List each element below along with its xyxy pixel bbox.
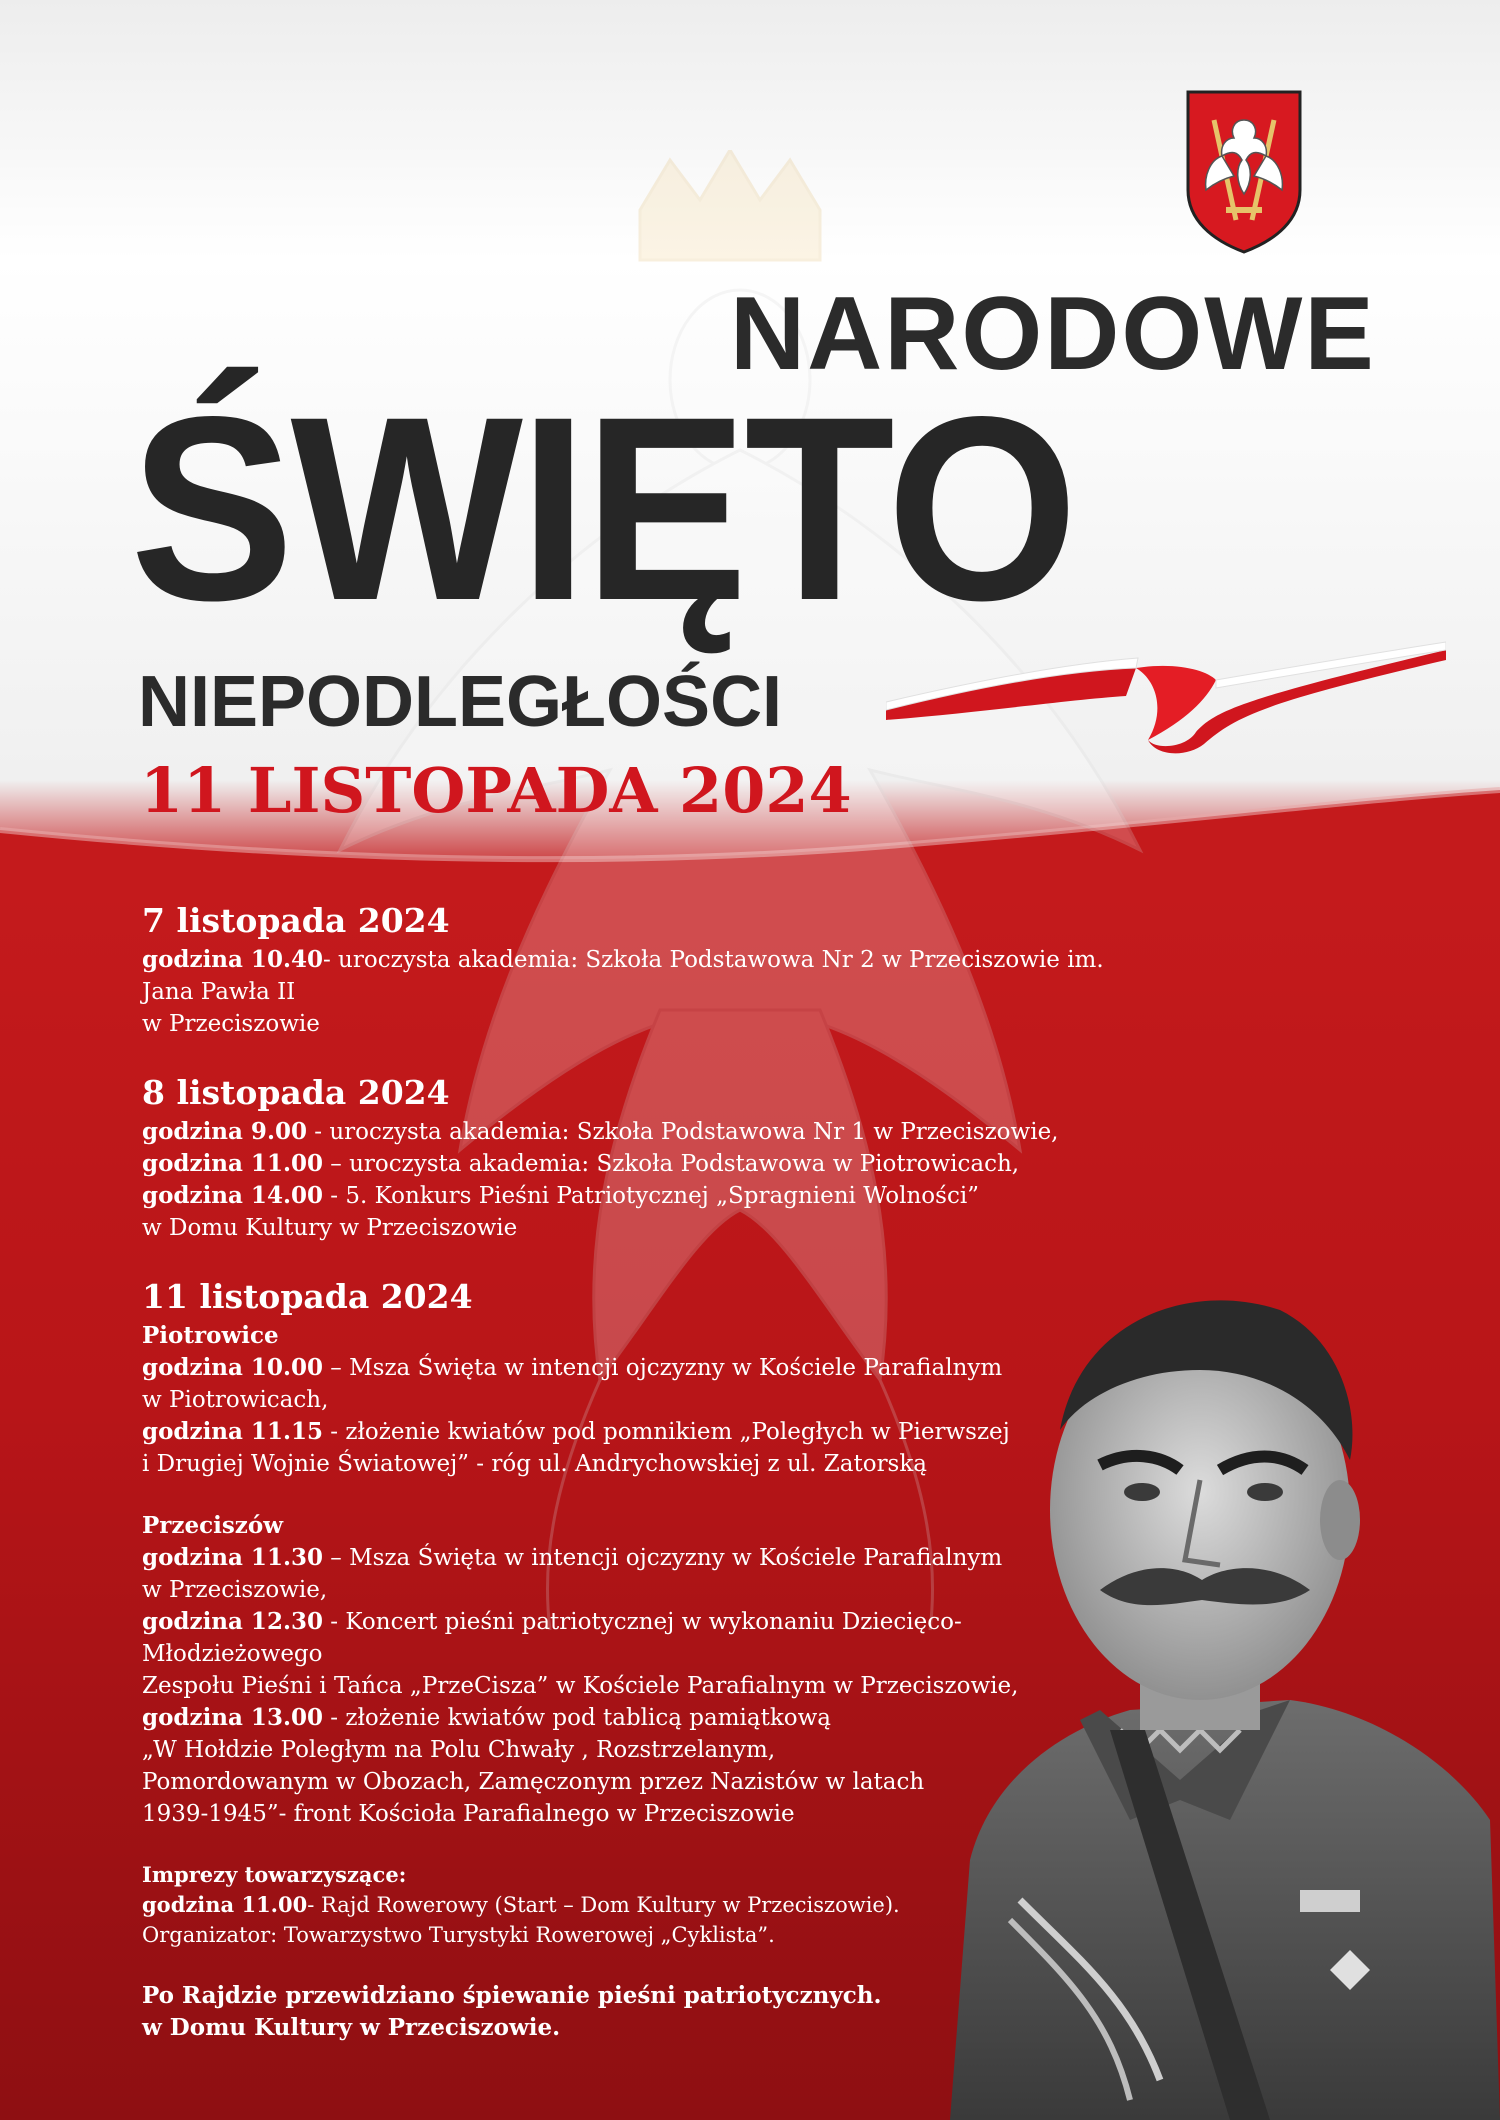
place-heading: Przeciszów — [142, 1511, 283, 1539]
coat-of-arms-icon — [1186, 90, 1302, 254]
program-line: godzina 11.15 - złożenie kwiatów pod pomnikiem „Poległych w Pierwszej — [142, 1417, 1010, 1445]
program-line: w Domu Kultury w Przeciszowie — [142, 1214, 518, 1241]
extra-heading: Imprezy towarzyszące: — [142, 1861, 407, 1887]
program-line: godzina 12.30 - Koncert pieśni patriotycznej w wykonaniu Dziecięco-Młodzieżowego — [142, 1607, 962, 1667]
portrait-image — [930, 1260, 1500, 2120]
program-line: godzina 14.00 - 5. Konkurs Pieśni Patriotycznej „Spragnieni Wolności” — [142, 1181, 979, 1209]
program-line: w Przeciszowie, — [142, 1576, 328, 1603]
title-line-3: NIEPODLEGŁOŚCI — [138, 662, 783, 742]
day-heading: 7 listopada 2024 — [142, 901, 450, 940]
extra-line: godzina 11.00- Rajd Rowerowy (Start – Dom Kultury w Przeciszowie). — [142, 1891, 900, 1917]
title-line-1: NARODOWE — [730, 276, 1376, 392]
program-line: godzina 13.00 - złożenie kwiatów pod tablicą pamiątkową — [142, 1703, 832, 1731]
closing-line-1: Po Rajdzie przewidziano śpiewanie pieśni patriotycznych. — [142, 1981, 882, 2009]
organizer-line: Organizator: Towarzystwo Turystyki Rowerowej „Cyklista”. — [142, 1922, 775, 1947]
program-line: godzina 11.30 – Msza Święta w intencji ojczyzny w Kościele Parafialnym — [142, 1543, 1003, 1571]
program-line: w Piotrowicach, — [142, 1386, 329, 1413]
day-heading: 11 listopada 2024 — [142, 1276, 473, 1316]
program-line: „W Hołdzie Poległym na Polu Chwały , Rozstrzelanym, — [142, 1736, 776, 1763]
program-line: godzina 11.00 – uroczysta akademia: Szkoła Podstawowa w Piotrowicach, — [142, 1149, 1020, 1177]
place-heading: Piotrowice — [142, 1321, 279, 1349]
event-date: 11 LISTOPADA 2024 — [140, 754, 852, 827]
title-line-2: ŚWIĘTO — [130, 362, 1075, 655]
program-line: godzina 9.00 - uroczysta akademia: Szkoła Podstawowa Nr 1 w Przeciszowie, — [142, 1117, 1059, 1145]
program-line: i Drugiej Wojnie Światowej” - róg ul. Andrychowskiej z ul. Zatorską — [142, 1450, 928, 1477]
ribbon-icon — [886, 640, 1446, 760]
program-line: 1939-1945”- front Kościoła Parafialnego w Przeciszowie — [142, 1800, 795, 1827]
program-line: Zespołu Pieśni i Tańca „PrzeCisza” w Kościele Parafialnym w Przeciszowie, — [142, 1672, 1019, 1699]
program-line: w Przeciszowie — [142, 1010, 320, 1037]
program-line: Pomordowanym w Obozach, Zamęczonym przez Nazistów w latach — [142, 1768, 925, 1795]
closing-line-2: w Domu Kultury w Przeciszowie. — [142, 2013, 561, 2041]
program-line: godzina 10.00 – Msza Święta w intencji ojczyzny w Kościele Parafialnym — [142, 1353, 1003, 1381]
program-line: godzina 10.40- uroczysta akademia: Szkoła Podstawowa Nr 2 w Przeciszowie im. Jana Pawła II — [142, 945, 1104, 1005]
day-heading: 8 listopada 2024 — [142, 1072, 450, 1112]
